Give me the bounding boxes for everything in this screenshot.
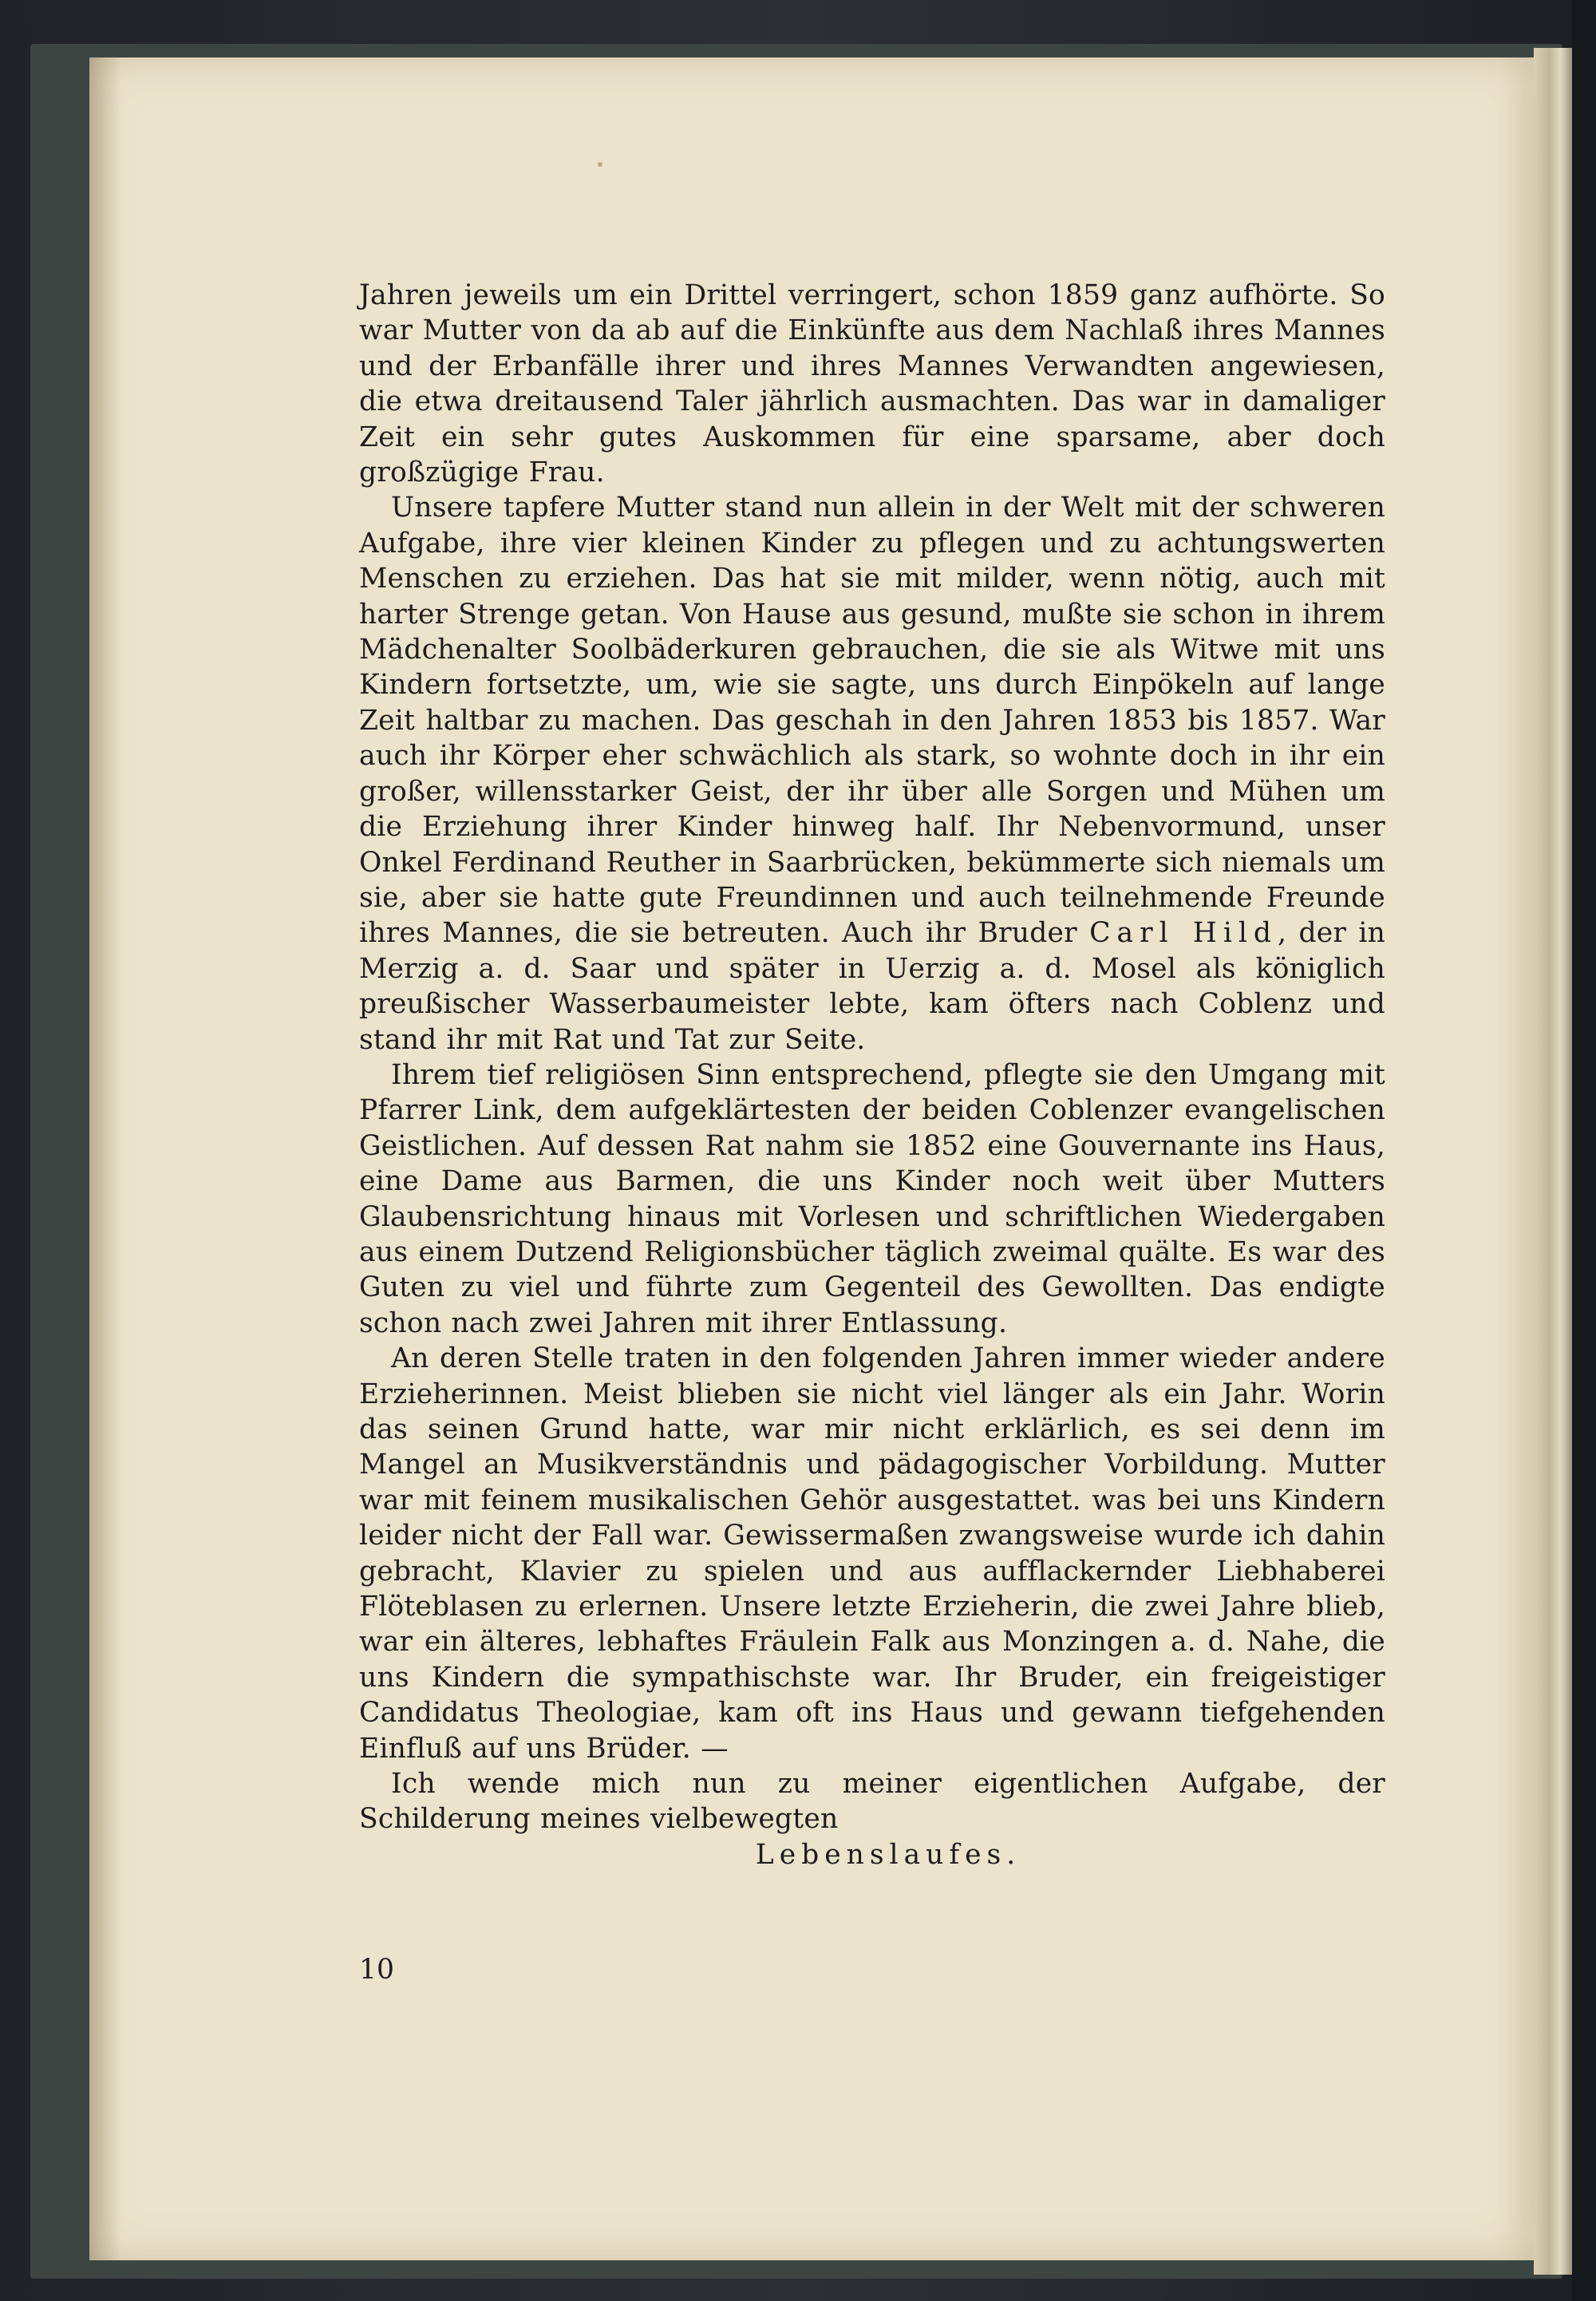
paragraph-2 [359, 490, 1385, 1058]
paragraph-2-text-start: Unsere tapfere Mutter stand nun allein in der Welt mit der schweren Aufgabe, ihre vier kleinen Kinder zu pflegen und zu achtungswerten Menschen zu erziehen. Das hat sie mit milder, wenn nötig, auch mit harter Strenge getan. Von Hause aus gesund, mußte sie schon in ihrem Mädchenalter Soolbäderkuren gebrauchen, die sie als Witwe mit uns Kindern fortsetzte, um, wie sie sagte, uns durch Einpökeln auf lange Zeit haltbar zu machen. Das geschah in den Jahren 1853 bis 1857. War auch ihr Körper eher schwächlich als stark, so wohnte doch in ihr ein großer, willensstarker Geist, der ihr über alle Sorgen und Mühen um die Erziehung ihrer Kinder hinweg half. Ihr Nebenvormund, unser Onkel Ferdinand Reuther in Saarbrücken, bekümmerte sich niemals um sie, aber sie hatte gute Freundinnen und auch teilnehmende Freunde ihres Mannes, die sie betreuten. Auch ihr Bruder [359, 492, 1385, 950]
spaced-name: Carl Hild [1089, 917, 1278, 950]
page-gutter-shadow [89, 57, 121, 2260]
paragraph-1: Jahren jeweils um ein Drittel verringert, schon 1859 ganz aufhörte. So war Mutter von da ab auf die Einkünfte aus dem Nachlaß ihres Mannes und der Erbanfälle ihrer und ihres Mannes Verwandten angewiesen, die etwa dreitausend Taler jährlich ausmachten. Das war in damaliger Zeit ein sehr gutes Auskommen für eine sparsame, aber doch großzügige Frau. [359, 279, 1385, 489]
paragraph-4: An deren Stelle traten in den folgenden Jahren immer wieder andere Erzieherinnen. Meist blieben sie nicht viel länger als ein Jahr. Worin das seinen Grund hatte, war mir nicht erklärlich, es sei denn im Mangel an Musikverständnis und pädagogischer Vorbildung. Mutter war mit feinem musikalischen Gehör ausgestattet. was bei uns Kindern leider nicht der Fall war. Gewissermaßen zwangsweise wurde ich dahin gebracht, Klavier zu spielen und aus aufflackernder Liebhaberei Flöteblasen zu erlernen. Unsere letzte Erzieherin, die zwei Jahre blieb, war ein älteres, lebhaftes Fräulein Falk aus Monzingen a. d. Nahe, die uns Kindern die sympathischste war. Ihr Bruder, ein freigeistiger Candidatus Theologiae, kam oft ins Haus und gewann tiefgehenden Einfluß auf uns Brüder. — [359, 1342, 1385, 1765]
page-number: 10 [359, 1954, 394, 1986]
paragraph-3: Ihrem tief religiösen Sinn entsprechend, pflegte sie den Umgang mit Pfarrer Link, dem aufgeklärtesten der beiden Coblenzer evangelischen Geistlichen. Auf dessen Rat nahm sie 1852 eine Gouvernante ins Haus, eine Dame aus Barmen, die uns Kinder noch weit über Mutters Glaubensrichtung hinaus mit Vorlesen und schriftlichen Wiedergaben aus einem Dutzend Religionsbücher täglich zweimal quälte. Es war des Guten zu viel und führte zum Gegenteil des Gewollten. Das endigte schon nach zwei Jahren mit ihrer Entlassung. [359, 1058, 1385, 1339]
paragraph-5: Ich wende mich nun zu meiner eigentlichen Aufgabe, der Schilderung meines vielbewegten [359, 1768, 1385, 1836]
paper-speck [598, 162, 602, 167]
paragraph-2-text-end: , der in Merzig a. d. Saar und später in Uerzig a. d. Mosel als königlich preußischer Wasserbaumeister lebte, kam öfters nach Coblenz und stand ihr mit Rat und Tat zur Seite. [359, 917, 1386, 1056]
closing-word: Lebenslaufes. [755, 1838, 1021, 1871]
page-leaves-edge [1534, 48, 1572, 2275]
scan-background-strip [1572, 0, 1596, 2301]
body-text [359, 278, 1385, 1872]
